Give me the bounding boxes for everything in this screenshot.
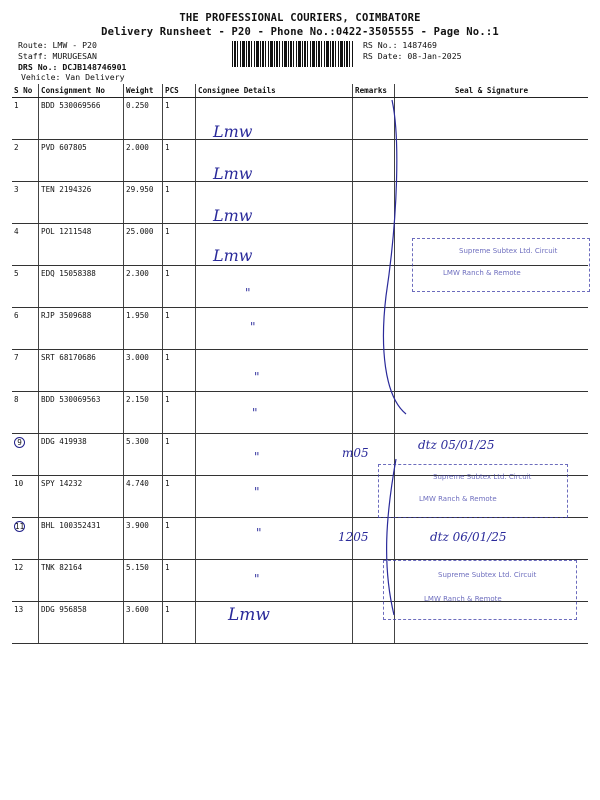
row-weight: 3.000 bbox=[124, 350, 163, 392]
row-consignment-no: EDQ 15058388 bbox=[39, 266, 124, 308]
row-weight: 29.950 bbox=[124, 182, 163, 224]
row-consignment-no: DDG 956858 bbox=[39, 602, 124, 644]
row-weight: 4.740 bbox=[124, 476, 163, 518]
row-consignee-details bbox=[196, 266, 353, 308]
row-weight: 5.300 bbox=[124, 434, 163, 476]
row-consignee-details bbox=[196, 350, 353, 392]
row-weight: 3.600 bbox=[124, 602, 163, 644]
row-consignment-no: TNK 82164 bbox=[39, 560, 124, 602]
ditto-row10: " bbox=[254, 485, 260, 499]
row-sno: 5 bbox=[12, 266, 39, 308]
rs-no-label: RS No.: 1487469 bbox=[363, 40, 437, 50]
table-row bbox=[12, 350, 588, 392]
row-weight: 5.150 bbox=[124, 560, 163, 602]
ditto-row8: " bbox=[252, 406, 258, 420]
row-pcs: 1 bbox=[163, 182, 196, 224]
row-pcs: 1 bbox=[163, 560, 196, 602]
row-seal-signature bbox=[395, 308, 589, 350]
row-seal-signature bbox=[395, 182, 589, 224]
remark-row9: m05 bbox=[342, 446, 369, 460]
signature-row11: dtz 06/01/25 bbox=[430, 530, 507, 544]
ditto-row12: " bbox=[254, 572, 260, 586]
ditto-row9: " bbox=[254, 450, 260, 464]
row-sno: 11 bbox=[12, 518, 39, 560]
row-pcs: 1 bbox=[163, 518, 196, 560]
row-sno: 12 bbox=[12, 560, 39, 602]
table-header-row bbox=[12, 84, 588, 98]
row-pcs: 1 bbox=[163, 98, 196, 140]
drs-label: DRS No.: DCJB148746901 bbox=[18, 62, 127, 72]
handwriting-row2: Lmw bbox=[213, 164, 253, 183]
stamp-line2: LMW Ranch & Remote bbox=[443, 269, 521, 277]
row-consignee-details bbox=[196, 602, 353, 644]
row-consignment-no: SPY 14232 bbox=[39, 476, 124, 518]
col-weight: Weight bbox=[124, 84, 163, 98]
row-consignee-details bbox=[196, 560, 353, 602]
row-consignment-no: BDD 530069563 bbox=[39, 392, 124, 434]
table-row bbox=[12, 308, 588, 350]
table-row bbox=[12, 182, 588, 224]
row-consignment-no: TEN 2194326 bbox=[39, 182, 124, 224]
stamp-line1: Supreme Subtex Ltd. Circuit bbox=[459, 247, 558, 255]
company-stamp: Supreme Subtex Ltd. Circuit LMW Ranch & Remote bbox=[378, 464, 568, 518]
row-consignment-no: DDG 419938 bbox=[39, 434, 124, 476]
row-weight: 1.950 bbox=[124, 308, 163, 350]
remark-row11: 1205 bbox=[338, 530, 369, 544]
row-consignment-no: POL 1211548 bbox=[39, 224, 124, 266]
row-weight: 2.150 bbox=[124, 392, 163, 434]
runsheet-subtitle: Delivery Runsheet - P20 - Phone No.:0422-3505555 - Page No.:1 bbox=[101, 26, 499, 38]
row-seal-signature bbox=[395, 350, 589, 392]
row-seal-signature bbox=[395, 98, 589, 140]
handwriting-row3: Lmw bbox=[213, 206, 253, 225]
row-weight: 2.000 bbox=[124, 140, 163, 182]
row-consignee-details bbox=[196, 392, 353, 434]
row-consignee-details bbox=[196, 476, 353, 518]
row-consignee-details bbox=[196, 308, 353, 350]
row-weight: 3.900 bbox=[124, 518, 163, 560]
row-consignment-no: RJP 3509688 bbox=[39, 308, 124, 350]
row-seal-signature bbox=[395, 140, 589, 182]
row-consignment-no: SRT 68170686 bbox=[39, 350, 124, 392]
row-consignee-details bbox=[196, 434, 353, 476]
row-seal-signature bbox=[395, 392, 589, 434]
table-row bbox=[12, 98, 588, 140]
row-pcs: 1 bbox=[163, 224, 196, 266]
company-stamp bbox=[412, 238, 590, 292]
barcode bbox=[232, 41, 354, 67]
row-pcs: 1 bbox=[163, 350, 196, 392]
row-pcs: 1 bbox=[163, 392, 196, 434]
col-consignment: Consignment No bbox=[39, 84, 124, 98]
ditto-row6: " bbox=[250, 320, 256, 334]
col-sno: S No bbox=[12, 84, 39, 98]
row-sno: 4 bbox=[12, 224, 39, 266]
row-sno: 2 bbox=[12, 140, 39, 182]
route-label: Route: LMW - P20 bbox=[18, 40, 97, 50]
row-sno: 7 bbox=[12, 350, 39, 392]
handwriting-row4: Lmw bbox=[213, 246, 253, 265]
ditto-row7: " bbox=[254, 370, 260, 384]
row-pcs: 1 bbox=[163, 476, 196, 518]
row-weight: 2.300 bbox=[124, 266, 163, 308]
row-pcs: 1 bbox=[163, 266, 196, 308]
row-pcs: 1 bbox=[163, 434, 196, 476]
ditto-row5: " bbox=[245, 286, 251, 300]
table-row bbox=[12, 140, 588, 182]
row-consignment-no: BHL 100352431 bbox=[39, 518, 124, 560]
row-consignment-no: BDD 530069566 bbox=[39, 98, 124, 140]
row-sno: 8 bbox=[12, 392, 39, 434]
row-sno: 6 bbox=[12, 308, 39, 350]
ditto-row11: " bbox=[256, 526, 262, 540]
row-sno: 1 bbox=[12, 98, 39, 140]
rs-date-label: RS Date: 08-Jan-2025 bbox=[363, 51, 462, 61]
handwriting-row1: Lmw bbox=[213, 122, 253, 141]
row-sno: 3 bbox=[12, 182, 39, 224]
col-pcs: PCS bbox=[163, 84, 196, 98]
row-pcs: 1 bbox=[163, 602, 196, 644]
staff-label: Staff: MURUGESAN bbox=[18, 51, 97, 61]
row-sno: 9 bbox=[12, 434, 39, 476]
handwriting-row13: Lmw bbox=[228, 605, 270, 625]
row-weight: 0.250 bbox=[124, 98, 163, 140]
row-consignment-no: PVD 607805 bbox=[39, 140, 124, 182]
col-consignee: Consignee Details bbox=[196, 84, 353, 98]
row-weight: 25.000 bbox=[124, 224, 163, 266]
row-pcs: 1 bbox=[163, 308, 196, 350]
company-title: THE PROFESSIONAL COURIERS, COIMBATORE bbox=[179, 12, 421, 24]
signature-row9: dtz 05/01/25 bbox=[418, 438, 495, 452]
row-pcs: 1 bbox=[163, 140, 196, 182]
row-sno: 10 bbox=[12, 476, 39, 518]
row-consignee-details bbox=[196, 518, 353, 560]
col-remarks: Remarks bbox=[353, 84, 395, 98]
row-sno: 13 bbox=[12, 602, 39, 644]
company-stamp: Supreme Subtex Ltd. Circuit LMW Ranch & Remote bbox=[383, 560, 577, 620]
vehicle-label: Vehicle: Van Delivery bbox=[21, 72, 125, 82]
col-seal: Seal & Signature bbox=[395, 84, 589, 98]
table-row bbox=[12, 392, 588, 434]
